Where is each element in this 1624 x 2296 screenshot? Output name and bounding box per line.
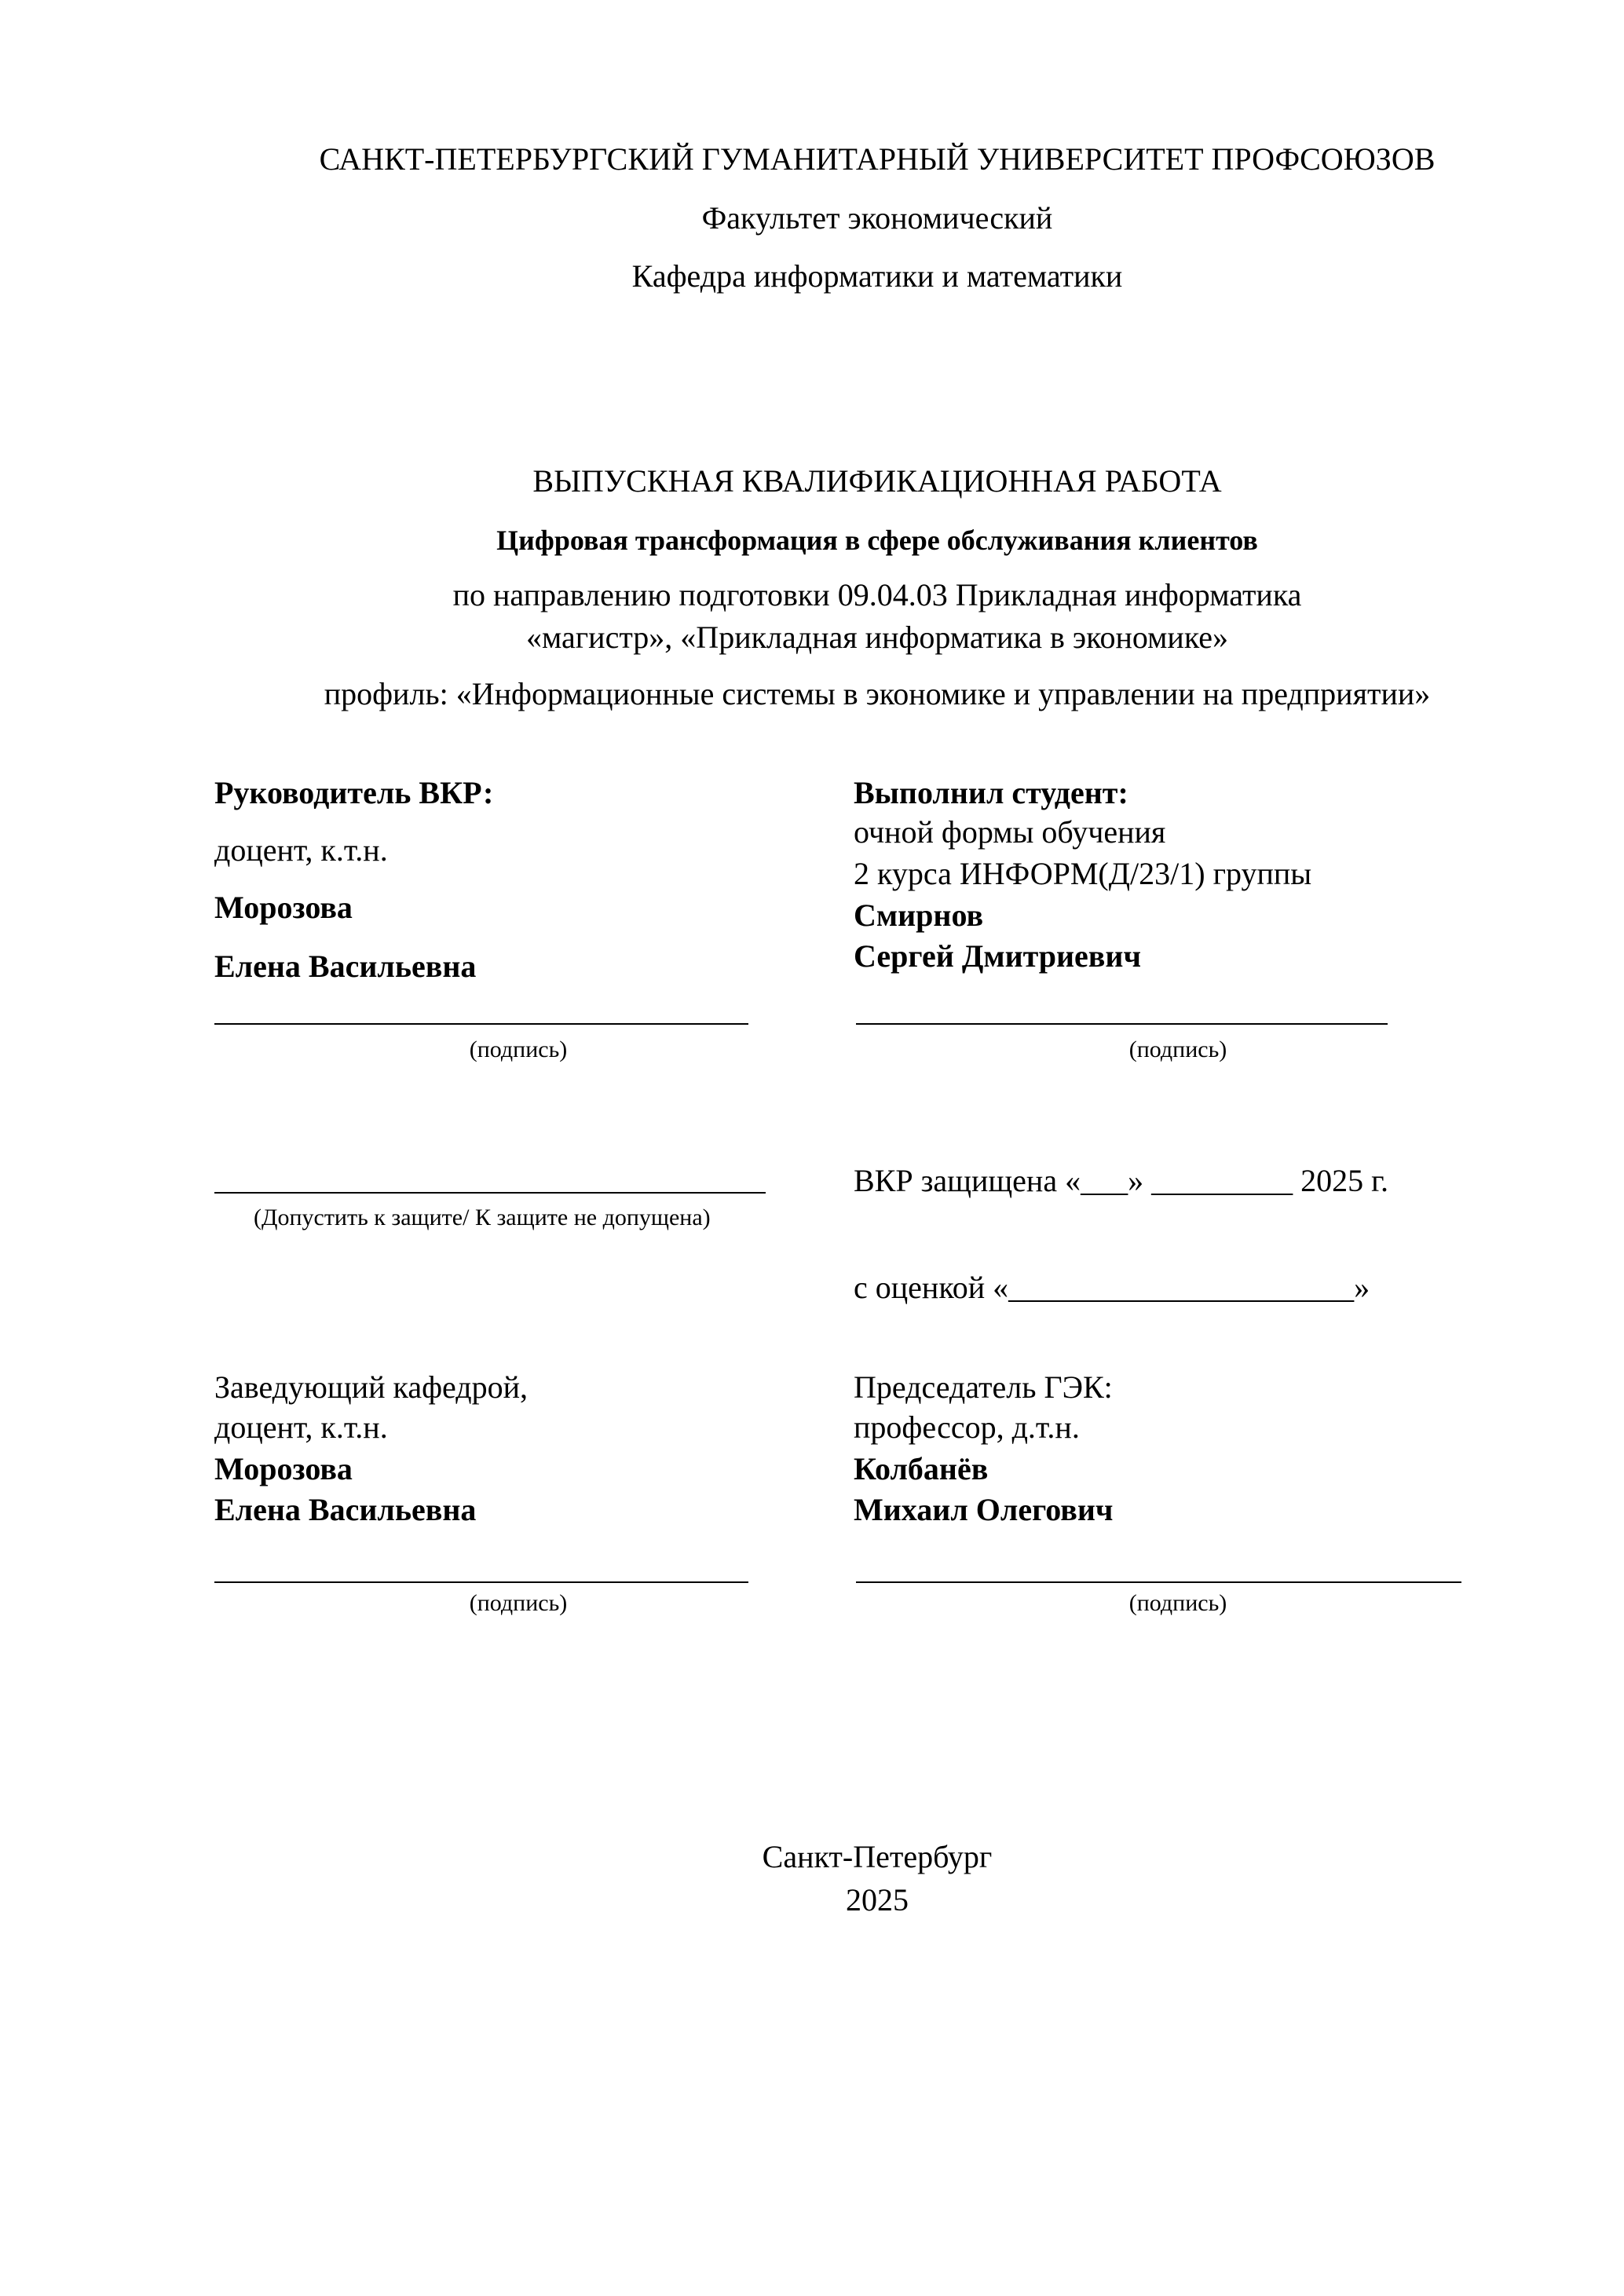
student-label: Выполнил студент: [854, 775, 1128, 810]
supervisor-signature-caption: (подпись) [469, 1036, 568, 1062]
head-name: Елена Васильевна [214, 1492, 477, 1527]
student-surname: Смирнов [854, 898, 984, 933]
thesis-topic: Цифровая трансформация в сфере обслуживания клиентов [496, 525, 1258, 556]
head-surname: Морозова [214, 1451, 353, 1486]
chair-signature-line [856, 1581, 1461, 1583]
chair-position: профессор, д.т.н. [854, 1409, 1080, 1445]
head-label: Заведующий кафедрой, [214, 1369, 529, 1405]
university-name: САНКТ-ПЕТЕРБУРГСКИЙ ГУМАНИТАРНЫЙ УНИВЕРСИТЕТ ПРОФСОЮЗОВ [319, 141, 1436, 177]
chair-name: Михаил Олегович [854, 1492, 1114, 1527]
chair-surname: Колбанёв [854, 1451, 989, 1486]
city: Санкт-Петербург [762, 1839, 993, 1874]
student-name: Сергей Дмитриевич [854, 938, 1142, 974]
defense-date: ВКР защищена «___» _________ 2025 г. [854, 1163, 1388, 1198]
admission-caption: (Допустить к защите/ К защите не допущена) [254, 1205, 711, 1230]
profile: профиль: «Информационные системы в экономике и управлении на предприятии» [324, 676, 1431, 711]
defense-grade: с оценкой «______________________» [854, 1270, 1370, 1305]
department: Кафедра информатики и математики [631, 258, 1123, 294]
supervisor-label: Руководитель ВКР: [214, 775, 494, 810]
supervisor-surname: Морозова [214, 890, 353, 925]
supervisor-name: Елена Васильевна [214, 949, 477, 984]
head-signature-caption: (подпись) [469, 1590, 568, 1616]
student-signature-caption: (подпись) [1128, 1036, 1227, 1062]
study-direction: по направлению подготовки 09.04.03 Прикладная информатика [452, 577, 1302, 612]
admission-line [214, 1192, 766, 1194]
student-group: 2 курса ИНФОРМ(Д/23/1) группы [854, 856, 1312, 891]
year: 2025 [846, 1882, 909, 1918]
chair-label: Председатель ГЭК: [854, 1369, 1113, 1405]
student-form: очной формы обучения [854, 814, 1166, 850]
chair-signature-caption: (подпись) [1128, 1590, 1227, 1616]
supervisor-position: доцент, к.т.н. [214, 832, 388, 868]
supervisor-signature-line [214, 1023, 748, 1025]
work-type: ВЫПУСКНАЯ КВАЛИФИКАЦИОННАЯ РАБОТА [532, 463, 1222, 499]
head-position: доцент, к.т.н. [214, 1409, 388, 1445]
student-signature-line [856, 1023, 1388, 1025]
head-signature-line [214, 1581, 748, 1583]
degree: «магистр», «Прикладная информатика в экономике» [525, 620, 1229, 655]
faculty: Факультет экономический [701, 200, 1053, 236]
